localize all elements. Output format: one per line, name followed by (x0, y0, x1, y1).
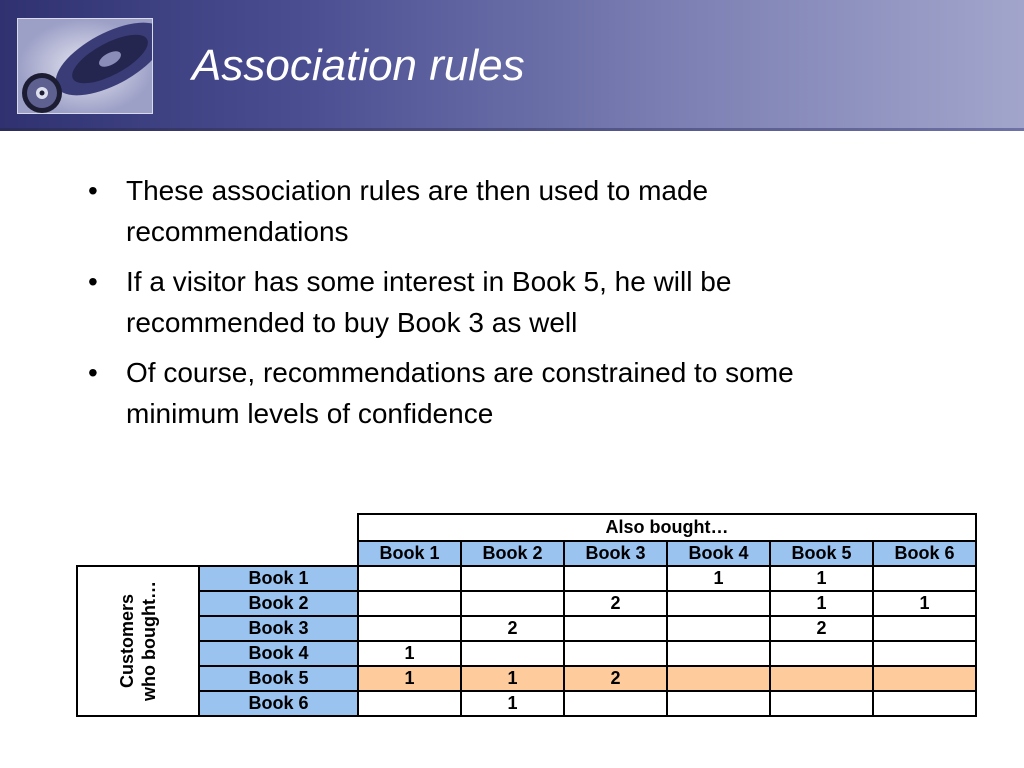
also-bought-header: Also bought… (358, 514, 976, 541)
column-header: Book 6 (873, 541, 976, 566)
table-cell: 1 (461, 691, 564, 716)
table-cell (873, 566, 976, 591)
table-cell: 2 (564, 666, 667, 691)
table-cell (770, 666, 873, 691)
table-cell (564, 641, 667, 666)
title-banner-edge (0, 128, 1024, 131)
column-header: Book 2 (461, 541, 564, 566)
table-cell (667, 591, 770, 616)
table-cell (667, 641, 770, 666)
table-corner (77, 541, 358, 566)
bullet-glyph: • (88, 175, 98, 206)
table-cell: 1 (461, 666, 564, 691)
side-label-line: Customers (116, 593, 137, 689)
table-cell: 1 (667, 566, 770, 591)
table-row (77, 691, 976, 716)
table-cell: 1 (873, 591, 976, 616)
table-cell: 1 (770, 566, 873, 591)
bullet-text: Of course, recommendations are constrained to some minimum levels of confidence (126, 357, 794, 429)
table-cell (564, 616, 667, 641)
bullet-item (88, 352, 908, 434)
table-cell (564, 566, 667, 591)
column-header: Book 1 (358, 541, 461, 566)
table-row (77, 641, 976, 666)
table-cell (873, 616, 976, 641)
row-header: Book 4 (199, 641, 358, 666)
table-cell (873, 691, 976, 716)
table-cell: 2 (770, 616, 873, 641)
table-cell (667, 691, 770, 716)
row-header: Book 1 (199, 566, 358, 591)
row-header: Book 2 (199, 591, 358, 616)
table-cell (358, 566, 461, 591)
row-header: Book 6 (199, 691, 358, 716)
table-cell: 2 (564, 591, 667, 616)
table-cell (461, 641, 564, 666)
table-cell (770, 691, 873, 716)
table-cell: 2 (461, 616, 564, 641)
bullet-glyph: • (88, 266, 98, 297)
bullet-list (88, 170, 908, 443)
column-header: Book 5 (770, 541, 873, 566)
table-cell (667, 666, 770, 691)
table-cell (873, 641, 976, 666)
bullet-item (88, 261, 908, 343)
table-row-highlighted (77, 666, 976, 691)
table-cell (873, 666, 976, 691)
customers-who-bought-label (77, 566, 199, 716)
bullet-text: These association rules are then used to made recommendations (126, 175, 709, 247)
co-purchase-table (76, 513, 977, 717)
table-cell (358, 591, 461, 616)
table-cell (358, 691, 461, 716)
table-row (77, 591, 976, 616)
table-cell: 1 (358, 666, 461, 691)
table-cell (564, 691, 667, 716)
table-cell (461, 566, 564, 591)
table-cell (358, 616, 461, 641)
bullet-item (88, 170, 908, 252)
cd-disc-icon (17, 18, 153, 114)
row-header: Book 5 (199, 666, 358, 691)
table-row (77, 616, 976, 641)
table-corner (77, 514, 358, 541)
table-cell (461, 591, 564, 616)
table-cell (667, 616, 770, 641)
table-cell (770, 641, 873, 666)
table-row (77, 566, 976, 591)
table-cell: 1 (770, 591, 873, 616)
slide-title: Association rules (192, 41, 525, 90)
bullet-text: If a visitor has some interest in Book 5, he will be recommended to buy Book 3 as well (126, 266, 732, 338)
column-header: Book 4 (667, 541, 770, 566)
column-header: Book 3 (564, 541, 667, 566)
table-cell: 1 (358, 641, 461, 666)
side-label-line: who bought… (138, 581, 159, 701)
bullet-glyph: • (88, 357, 98, 388)
row-header: Book 3 (199, 616, 358, 641)
